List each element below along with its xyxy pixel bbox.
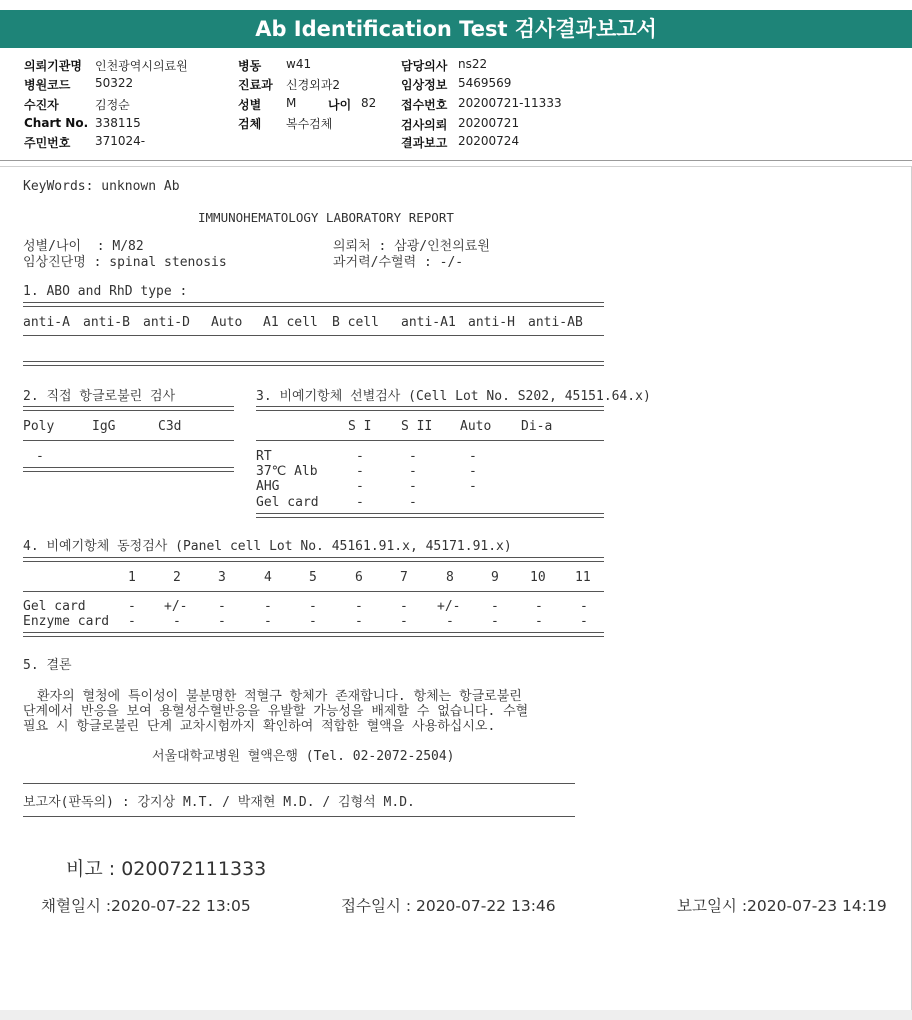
panel-cell: - [264,614,272,629]
remark: 비고 : 020072111333 [66,858,267,880]
conclusion-line-1: 환자의 혈청에 특이성이 불분명한 적혈구 항체가 존재합니다. 항체는 항글로불린 [37,689,522,704]
abo-col-auto: Auto [211,315,243,330]
double-rule [23,632,604,637]
panel-cell: +/- [164,599,188,614]
dat-col-c3d: C3d [158,419,182,434]
panel-col: 2 [173,570,181,585]
dat-col-poly: Poly [23,419,55,434]
panel-cell: - [128,599,136,614]
screen-cell: - [356,464,364,479]
screen-cell: - [409,495,417,510]
panel-cell: - [535,614,543,629]
body-top-border [0,166,912,167]
department-label: 진료과 [238,78,273,92]
double-rule [23,361,604,366]
single-rule [23,440,234,441]
abo-col-anti-b: anti-B [83,315,130,330]
panel-col: 7 [400,570,408,585]
abo-col-anti-h: anti-H [468,315,515,330]
institution-value: 인천광역시의료원 [95,59,188,73]
keywords: KeyWords: unknown Ab [23,179,180,194]
chart-no-label: Chart No. [24,116,89,130]
screen-col-s2: S II [401,419,433,434]
receipt-no-value: 20200721-11333 [458,96,562,110]
panel-cell: - [400,614,408,629]
received-time: 접수일시 : 2020-07-22 13:46 [341,897,556,915]
single-rule [23,591,604,592]
panel-cell: - [535,599,543,614]
request-date-label: 검사의뢰 [401,118,448,132]
doctor-value: ns22 [458,57,488,71]
dat-col-igg: IgG [92,419,116,434]
double-rule [256,513,604,518]
specimen-label: 검체 [238,117,262,131]
diagnosis: 임상진단명 : spinal stenosis [23,255,227,270]
ward-label: 병동 [238,59,262,73]
bottom-band [0,1010,912,1020]
section1-title: 1. ABO and RhD type : [23,284,188,299]
double-rule [256,406,604,411]
panel-cell: - [400,599,408,614]
panel-cell: - [580,599,588,614]
screen-cell: - [409,479,417,494]
panel-col: 11 [575,570,591,585]
sex-label: 성별 [238,98,262,112]
panel-cell: - [491,614,499,629]
panel-col: 6 [355,570,363,585]
panel-col: 1 [128,570,136,585]
report-date-label: 결과보고 [401,136,448,150]
abo-col-anti-a: anti-A [23,315,70,330]
panel-cell: - [309,614,317,629]
specimen-value: 복수검체 [286,117,333,131]
panel-cell: - [128,614,136,629]
receipt-no-label: 접수번호 [401,98,448,112]
resident-no-value: 371024- [95,134,146,148]
panel-col: 10 [530,570,546,585]
department-value: 신경외과2 [286,78,341,92]
hospital-code-label: 병원코드 [24,78,71,92]
clinical-info-label: 임상정보 [401,78,448,92]
screen-cell: - [469,449,477,464]
double-rule [23,406,234,411]
abo-col-b-cell: B cell [332,315,379,330]
screen-col-s1: S I [348,419,372,434]
institution-label: 의뢰기관명 [24,59,82,73]
section3-title: 3. 비예기항체 선별검사 (Cell Lot No. S202, 45151.64.x) [256,389,651,404]
panel-cell: - [446,614,454,629]
single-rule [23,783,575,784]
hospital-code-value: 50322 [95,76,134,90]
single-rule [256,440,604,441]
panel-cell: - [580,614,588,629]
screen-col-dia: Di-a [521,419,553,434]
panel-col: 8 [446,570,454,585]
panel-cell: +/- [437,599,461,614]
abo-col-anti-ab: anti-AB [528,315,583,330]
panel-row-label: Gel card [23,599,86,614]
resident-no-label: 주민번호 [24,136,71,150]
panel-col: 3 [218,570,226,585]
referrer: 의뢰처 : 삼광/인천의료원 [333,239,490,254]
collected-time: 채혈일시 :2020-07-22 13:05 [41,897,251,915]
reported-time: 보고일시 :2020-07-23 14:19 [677,897,887,915]
blood-bank: 서울대학교병원 혈액은행 (Tel. 02-2072-2504) [152,749,455,764]
panel-col: 4 [264,570,272,585]
screen-cell: - [469,479,477,494]
sex-value: M [286,96,297,110]
dat-poly-value: - [36,449,44,464]
double-rule [23,557,604,562]
abo-col-anti-a1: anti-A1 [401,315,456,330]
panel-cell: - [218,614,226,629]
double-rule [23,302,604,307]
screen-col-auto: Auto [460,419,492,434]
screen-cell: - [356,479,364,494]
screen-row-label: 37℃ Alb [256,464,318,479]
panel-cell: - [264,599,272,614]
panel-cell: - [491,599,499,614]
single-rule [23,335,604,336]
panel-cell: - [218,599,226,614]
patient-value: 김정순 [95,98,130,112]
conclusion-line-2: 단계에서 반응을 보여 용혈성수혈반응을 유발할 가능성을 배제할 수 없습니다. 수혈 [23,704,529,719]
age-value: 82 [361,96,377,110]
report-heading: IMMUNOHEMATOLOGY LABORATORY REPORT [198,210,454,225]
abo-col-anti-d: anti-D [143,315,190,330]
request-date-value: 20200721 [458,116,520,130]
screen-cell: - [409,449,417,464]
panel-cell: - [355,599,363,614]
chart-no-value: 338115 [95,116,141,130]
ward-value: w41 [286,57,312,71]
panel-col: 5 [309,570,317,585]
abo-col-a1-cell: A1 cell [263,315,318,330]
patient-label: 수진자 [24,98,59,112]
conclusion-line-3: 필요 시 항글로불린 단계 교차시험까지 확인하여 적합한 혈액을 사용하십시오. [23,719,496,734]
header-divider [0,160,912,161]
screen-cell: - [356,495,364,510]
screen-cell: - [356,449,364,464]
panel-col: 9 [491,570,499,585]
doctor-label: 담당의사 [401,59,448,73]
section4-title: 4. 비예기항체 동정검사 (Panel cell Lot No. 45161.91.x, 45171.91.x) [23,539,512,554]
panel-cell: - [173,614,181,629]
history: 과거력/수혈력 : -/- [333,255,464,270]
single-rule [23,816,575,817]
panel-cell: - [309,599,317,614]
reporter: 보고자(판독의) : 강지상 M.T. / 박재현 M.D. / 김형석 M.D. [23,795,415,810]
screen-row-label: AHG [256,479,280,494]
report-date-value: 20200724 [458,134,520,148]
screen-row-label: Gel card [256,495,319,510]
age-label: 나이 [328,98,352,112]
section5-title: 5. 결론 [23,658,72,673]
report-title: Ab Identification Test 검사결과보고서 [0,10,912,48]
screen-row-label: RT [256,449,272,464]
double-rule [23,467,234,472]
screen-cell: - [469,464,477,479]
section2-title: 2. 직접 항글로불린 검사 [23,389,176,404]
panel-row-label: Enzyme card [23,614,110,629]
sex-age: 성별/나이 : M/82 [23,239,144,254]
clinical-info-value: 5469569 [458,76,512,90]
panel-cell: - [355,614,363,629]
screen-cell: - [409,464,417,479]
